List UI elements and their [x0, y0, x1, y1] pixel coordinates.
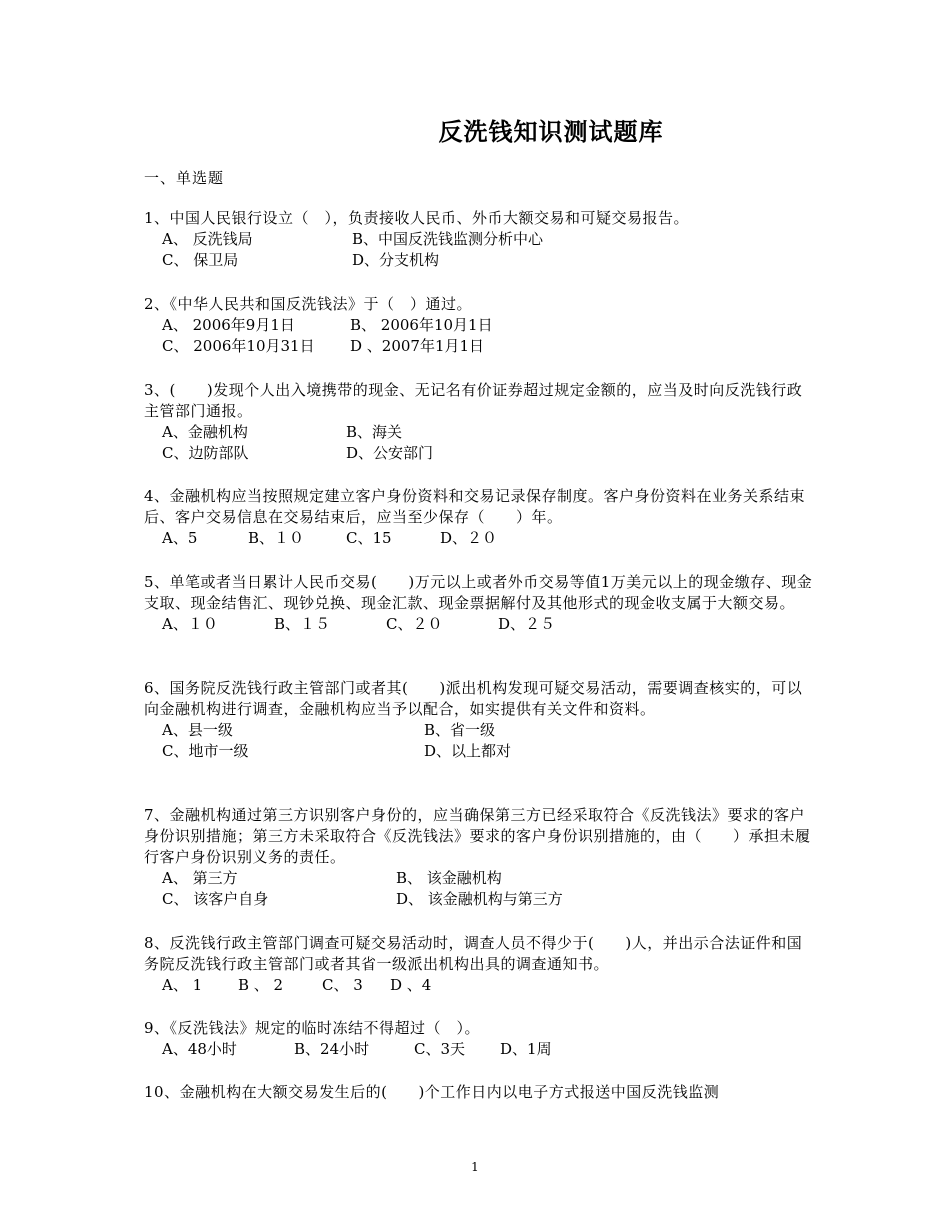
options	[144, 422, 814, 464]
option: B、省一级	[424, 721, 496, 739]
option: D、２０	[440, 529, 498, 547]
option: A、金融机构	[162, 423, 248, 441]
option: C、3天	[414, 1040, 466, 1058]
option: D、以上都对	[424, 742, 512, 760]
question-2	[144, 294, 814, 357]
options	[144, 229, 814, 271]
option: A、１０	[162, 615, 218, 633]
options	[144, 315, 814, 357]
question-text: 3、( )发现个人出入境携带的现金、无记名有价证券超过规定金额的，应当及时向反洗钱行政主管部门通报。	[144, 381, 803, 420]
question-text: 5、单笔或者当日累计人民币交易( )万元以上或者外币交易等值1万美元以上的现金缴存、现金支取、现金结售汇、现钞兑换、现金汇款、现金票据解付及其他形式的现金收支属于大额交易。	[144, 573, 813, 612]
option: B、24小时	[294, 1040, 370, 1058]
option: C、边防部队	[162, 444, 249, 462]
question-text: 2、《中华人民共和国反洗钱法》于（ ）通过。	[144, 295, 473, 313]
question-10	[144, 1082, 814, 1103]
question-text: 1、中国人民银行设立（ ），负责接收人民币、外币大额交易和可疑交易报告。	[144, 209, 690, 227]
options	[144, 1039, 814, 1060]
question-text: 6、国务院反洗钱行政主管部门或者其( )派出机构发现可疑交易活动，需要调查核实的，可以向金融机构进行调查，金融机构应当予以配合，如实提供有关文件和资料。	[144, 679, 803, 718]
options	[144, 975, 814, 996]
option: B、 2006年10月1日	[350, 316, 493, 334]
option: C、 2006年10月31日	[162, 337, 315, 355]
option: D、分支机构	[352, 251, 440, 269]
option: B、 该金融机构	[396, 869, 502, 887]
option: D 、4	[390, 976, 432, 994]
option: B、１０	[248, 529, 305, 547]
question-7	[144, 805, 814, 910]
option: C、２０	[386, 615, 443, 633]
option: D、公安部门	[346, 444, 434, 462]
option: A、 2006年9月1日	[162, 316, 295, 334]
option: D、 该金融机构与第三方	[396, 890, 563, 908]
option: C、 3	[322, 976, 363, 994]
page-number: 1	[471, 1160, 479, 1174]
option: C、 保卫局	[162, 251, 239, 269]
options	[144, 528, 814, 549]
option: A、 第三方	[162, 869, 238, 887]
options	[144, 868, 814, 910]
option: C、15	[346, 529, 392, 547]
question-text: 10、金融机构在大额交易发生后的( )个工作日内以电子方式报送中国反洗钱监测	[144, 1083, 720, 1101]
question-4	[144, 486, 814, 549]
option: D、1周	[500, 1040, 552, 1058]
question-6	[144, 678, 814, 762]
question-text: 4、金融机构应当按照规定建立客户身份资料和交易记录保存制度。客户身份资料在业务关系结束后、客户交易信息在交易结束后，应当至少保存（ ）年。	[144, 487, 806, 526]
option: A、48小时	[162, 1040, 237, 1058]
question-9	[144, 1018, 814, 1060]
option: B、中国反洗钱监测分析中心	[352, 230, 544, 248]
question-8	[144, 933, 814, 996]
section-heading: 一、单选题	[144, 169, 225, 187]
option: D、２５	[498, 615, 556, 633]
option: A、县一级	[162, 721, 233, 739]
option: C、 该客户自身	[162, 890, 269, 908]
options	[144, 614, 814, 635]
option: B 、 2	[238, 976, 284, 994]
question-5	[144, 572, 814, 635]
question-text: 8、反洗钱行政主管部门调查可疑交易活动时，调查人员不得少于( )人，并出示合法证件和国务院反洗钱行政主管部门或者其省一级派出机构出具的调查通知书。	[144, 934, 803, 973]
option: A、5	[162, 529, 198, 547]
option: D 、2007年1月1日	[350, 337, 485, 355]
option: A、 1	[162, 976, 203, 994]
question-3	[144, 380, 814, 464]
options	[144, 720, 814, 762]
question-text: 7、金融机构通过第三方识别客户身份的，应当确保第三方已经采取符合《反洗钱法》要求的客户身份识别措施；第三方未采取符合《反洗钱法》要求的客户身份识别措施的，由（ ）承担未履行客户身份识别义务的责任。	[144, 806, 811, 866]
option: B、１５	[274, 615, 331, 633]
question-1	[144, 208, 814, 271]
option: A、 反洗钱局	[162, 230, 253, 248]
option: B、海关	[346, 423, 403, 441]
question-text: 9、《反洗钱法》规定的临时冻结不得超过（ ）。	[144, 1019, 481, 1037]
option: C、地市一级	[162, 742, 249, 760]
page-title: 反洗钱知识测试题库	[438, 118, 664, 146]
